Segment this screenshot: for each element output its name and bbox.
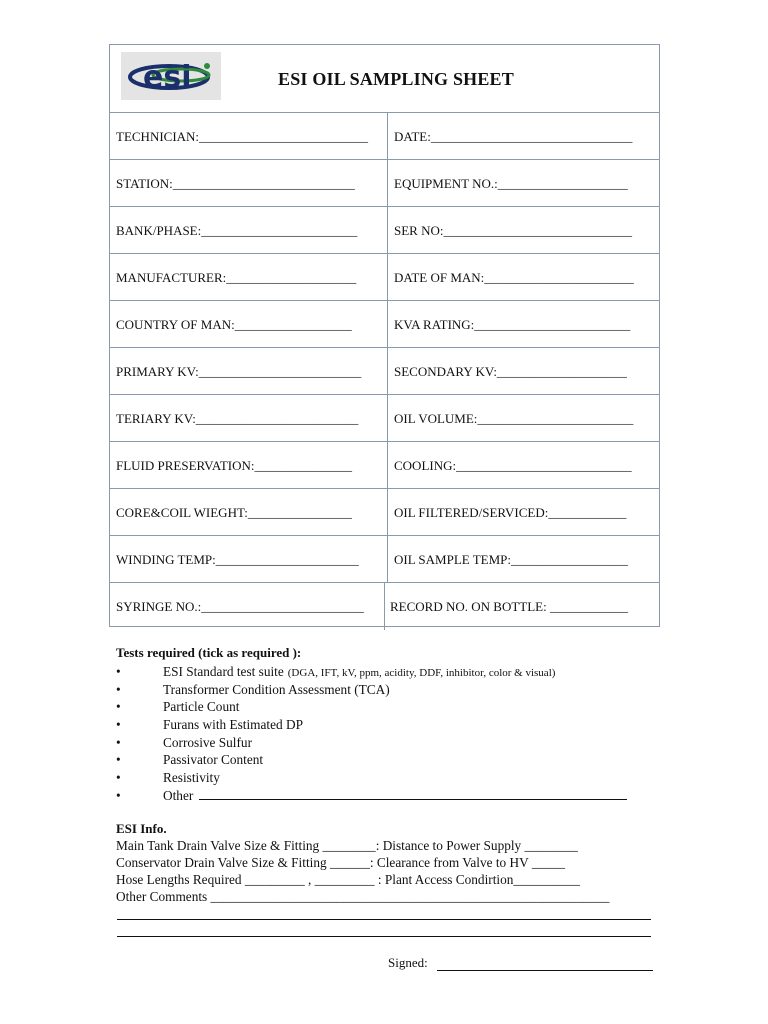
test-label: Transformer Condition Assessment (TCA) bbox=[163, 681, 390, 697]
test-label: ESI Standard test suite bbox=[163, 664, 284, 679]
page-title: ESI OIL SAMPLING SHEET bbox=[278, 69, 514, 89]
fluid-preservation-field[interactable]: FLUID PRESERVATION:_______________ bbox=[110, 442, 388, 488]
bank-phase-field[interactable]: BANK/PHASE:________________________ bbox=[110, 207, 388, 253]
bullet-icon: • bbox=[116, 717, 121, 733]
info-heading: ESI Info. bbox=[116, 821, 167, 836]
form-row bbox=[110, 442, 659, 489]
kva-rating-field[interactable]: KVA RATING:________________________ bbox=[394, 317, 631, 332]
primary-kv-field[interactable]: PRIMARY KV:_________________________ bbox=[110, 348, 388, 394]
test-label: Furans with Estimated DP bbox=[163, 717, 303, 733]
form-row bbox=[110, 395, 659, 442]
bullet-icon: • bbox=[116, 681, 121, 697]
test-label: Passivator Content bbox=[163, 752, 264, 768]
form-row bbox=[110, 348, 659, 395]
oil-volume-field[interactable]: OIL VOLUME:________________________ bbox=[394, 411, 634, 426]
oil-filtered-serviced-field[interactable]: OIL FILTERED/SERVICED:____________ bbox=[394, 505, 627, 520]
cooling-field[interactable]: COOLING:___________________________ bbox=[394, 458, 632, 473]
winding-temp-field[interactable]: WINDING TEMP:______________________ bbox=[110, 536, 388, 582]
other-input-line[interactable] bbox=[199, 787, 627, 800]
test-label: Resistivity bbox=[163, 770, 220, 786]
test-label: Other bbox=[163, 787, 194, 803]
form-row bbox=[110, 583, 659, 630]
form-row bbox=[110, 207, 659, 254]
info-line-hose-lengths[interactable]: Hose Lengths Required _________ , _________ : Plant Access Condirtion__________ bbox=[116, 872, 580, 887]
esi-logo bbox=[121, 52, 221, 100]
ser-no-field[interactable]: SER NO:_____________________________ bbox=[394, 223, 632, 238]
test-note: (DGA, IFT, kV, ppm, acidity, DDF, inhibitor, color & visual) bbox=[287, 667, 556, 679]
bullet-icon: • bbox=[116, 770, 121, 786]
info-line-main-tank[interactable]: Main Tank Drain Valve Size & Fitting ________: Distance to Power Supply ________ bbox=[116, 838, 578, 853]
bullet-icon: • bbox=[116, 752, 121, 768]
tests-heading: Tests required (tick as required ): bbox=[116, 645, 302, 660]
bullet-icon: • bbox=[116, 734, 121, 750]
test-label: Particle Count bbox=[163, 699, 240, 715]
form-row bbox=[110, 113, 659, 160]
technician-field[interactable]: TECHNICIAN:__________________________ bbox=[110, 113, 388, 159]
equipment-no-field[interactable]: EQUIPMENT NO.:____________________ bbox=[394, 176, 628, 191]
oil-sample-temp-field[interactable]: OIL SAMPLE TEMP:__________________ bbox=[394, 552, 629, 567]
test-label: Corrosive Sulfur bbox=[163, 734, 253, 750]
bullet-icon: • bbox=[116, 664, 121, 679]
country-of-man-field[interactable]: COUNTRY OF MAN:__________________ bbox=[110, 301, 388, 347]
syringe-no-field[interactable]: SYRINGE NO.:_________________________ bbox=[110, 583, 385, 630]
station-field[interactable]: STATION:____________________________ bbox=[110, 160, 388, 206]
date-of-man-field[interactable]: DATE OF MAN:_______________________ bbox=[394, 270, 634, 285]
sampling-form-table bbox=[109, 44, 660, 627]
svg-text:esi: esi bbox=[143, 60, 192, 95]
bullet-icon: • bbox=[116, 787, 121, 803]
comment-line[interactable] bbox=[117, 936, 651, 937]
signed-label: Signed: bbox=[388, 955, 428, 970]
form-row bbox=[110, 489, 659, 536]
form-row bbox=[110, 254, 659, 301]
form-row bbox=[110, 536, 659, 583]
form-row bbox=[110, 160, 659, 207]
manufacturer-field[interactable]: MANUFACTURER:____________________ bbox=[110, 254, 388, 300]
info-line-other-comments[interactable]: Other Comments ____________________________________________________________ bbox=[116, 889, 610, 904]
info-line-conservator[interactable]: Conservator Drain Valve Size & Fitting ______: Clearance from Valve to HV _____ bbox=[116, 855, 566, 870]
form-header bbox=[110, 45, 659, 113]
teriary-kv-field[interactable]: TERIARY KV:_________________________ bbox=[110, 395, 388, 441]
secondary-kv-field[interactable]: SECONDARY KV:____________________ bbox=[394, 364, 627, 379]
form-row bbox=[110, 301, 659, 348]
signature-line[interactable] bbox=[437, 970, 653, 971]
date-field[interactable]: DATE:_______________________________ bbox=[394, 129, 633, 144]
comment-line[interactable] bbox=[117, 919, 651, 920]
bullet-icon: • bbox=[116, 699, 121, 715]
core-coil-weight-field[interactable]: CORE&COIL WIEGHT:________________ bbox=[110, 489, 388, 535]
record-no-on-bottle-field[interactable]: RECORD NO. ON BOTTLE: ____________ bbox=[390, 599, 628, 614]
